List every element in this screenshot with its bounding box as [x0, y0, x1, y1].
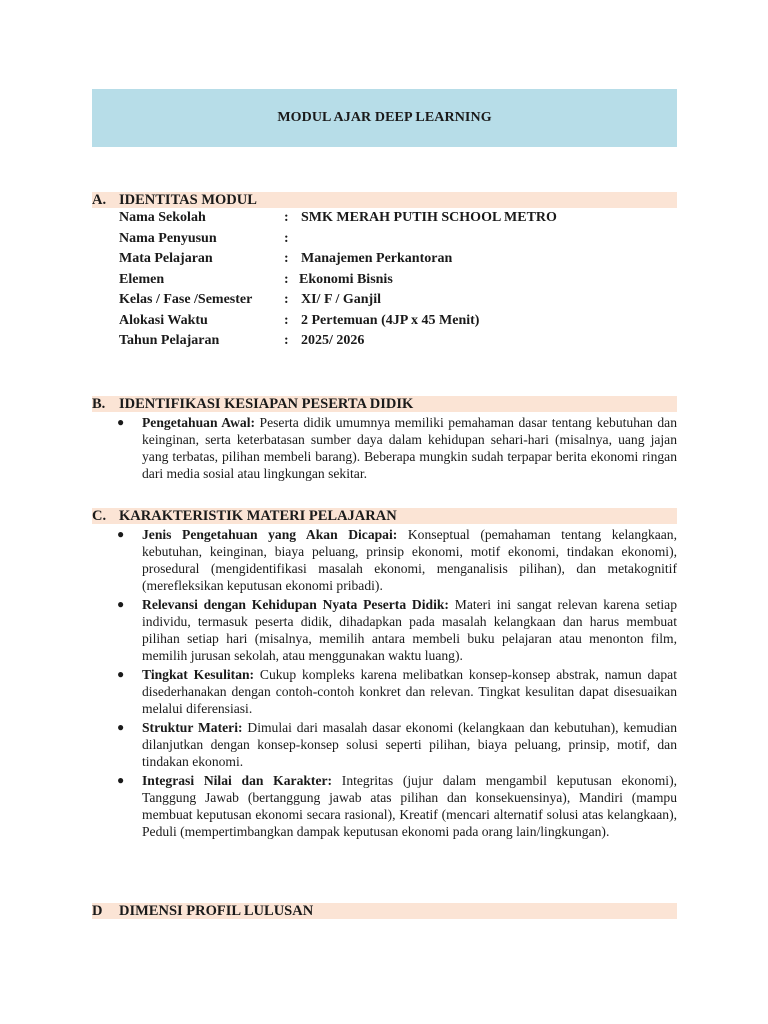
document-title: MODUL AJAR DEEP LEARNING: [277, 110, 492, 125]
identity-value: 2025/ 2026: [301, 333, 365, 348]
section-dimensi-profil: [92, 903, 677, 919]
list-item: [92, 772, 677, 840]
identity-colon: :: [284, 333, 289, 348]
list-item: [92, 719, 677, 770]
bullet-icon: ●: [117, 667, 125, 681]
section-a-header: [92, 192, 677, 208]
bullet-icon: ●: [117, 527, 125, 541]
identity-row-alokasi-waktu: [92, 311, 677, 332]
section-b-title: IDENTIFIKASI KESIAPAN PESERTA DIDIK: [119, 396, 414, 412]
identity-label: Kelas / Fase /Semester: [119, 292, 253, 307]
identity-value: XI/ F / Ganjil: [301, 292, 381, 307]
section-identitas-modul: [92, 192, 677, 352]
section-a-title: IDENTITAS MODUL: [119, 192, 257, 208]
identity-row-nama-penyusun: [92, 229, 677, 250]
identity-table: [92, 208, 677, 352]
section-karakteristik-materi: [92, 508, 677, 840]
section-b-letter: B.: [92, 396, 106, 412]
item-label: Relevansi dengan Kehidupan Nyata Peserta Didik:: [142, 597, 449, 612]
section-d-title: DIMENSI PROFIL LULUSAN: [119, 903, 314, 919]
identity-row-elemen: [92, 270, 677, 291]
section-c-letter: C.: [92, 508, 107, 524]
item-text: Dimulai dari masalah dasar ekonomi (kelangkaan dan kebutuhan), kemudian dilanjutkan dengan konsep-konsep solusi seperti pilihan, biaya peluang, prinsip, motif, dan tindakan ekonomi.: [142, 720, 677, 769]
identity-row-mata-pelajaran: [92, 249, 677, 270]
identity-label: Nama Penyusun: [119, 230, 217, 246]
section-c-list: [92, 526, 677, 840]
identity-value: SMK MERAH PUTIH SCHOOL METRO: [301, 210, 557, 225]
identity-colon: :: [284, 292, 289, 307]
identity-colon: :: [284, 312, 289, 328]
identity-label: Elemen: [119, 271, 165, 287]
identity-row-tahun-pelajaran: [92, 331, 677, 352]
identity-colon: :: [284, 251, 289, 266]
identity-label: Tahun Pelajaran: [119, 333, 220, 348]
section-a-letter: A.: [92, 192, 107, 208]
item-label: Struktur Materi:: [142, 720, 243, 735]
identity-colon: :: [284, 271, 289, 287]
item-text: Integritas (jujur dalam mengambil keputusan ekonomi), Tanggung Jawab (bertanggung jawab atas pilihan dan konsekuensinya), Mandiri (mampu membuat keputusan ekonomi secara rasional), Kreatif (mencari alternatif solusi atas kelangkaan), Peduli (mempertimbangkan dampak keputusan ekonomi pada orang lain/lingkungan).: [142, 773, 677, 839]
document-title-box: [92, 89, 677, 147]
item-text: Materi ini sangat relevan karena setiap individu, termasuk peserta didik, dihadapkan pada masalah kelangkaan dan harus membuat pilihan setiap hari (misalnya, memilih antara membeli buku pelajaran atau menonton film, memilih jurusan sekolah, atau menggunakan waktu luang).: [142, 597, 677, 663]
item-text: Konseptual (pemahaman tentang kelangkaan, kebutuhan, keinginan, biaya peluang, prinsip ekonomi, motif ekonomi, tindakan ekonomi), prosedural (mengidentifikasi masalah ekonomi, menganalisis pilihan), dan metakognitif (merefleksikan keputusan ekonomi pribadi).: [142, 527, 677, 593]
identity-value: Manajemen Perkantoran: [301, 251, 453, 266]
list-item: [92, 526, 677, 594]
list-item: [92, 666, 677, 717]
item-label: Integrasi Nilai dan Karakter:: [142, 773, 333, 788]
identity-label: Mata Pelajaran: [119, 251, 213, 266]
section-d-header: [92, 903, 677, 919]
section-b-list: [92, 414, 677, 482]
list-item: [92, 414, 677, 482]
section-c-title: KARAKTERISTIK MATERI PELAJARAN: [119, 508, 397, 524]
identity-value: 2 Pertemuan (4JP x 45 Menit): [301, 312, 480, 328]
bullet-icon: ●: [117, 415, 125, 429]
bullet-icon: ●: [117, 597, 125, 611]
item-text: Cukup kompleks karena melibatkan konsep-konsep abstrak, namun dapat disederhanakan dengan contoh-contoh konkret dan relevan. Tingkat kesulitan dapat disesuaikan melalui diferensiasi.: [142, 667, 677, 716]
identity-colon: :: [284, 230, 289, 246]
item-label: Pengetahuan Awal:: [142, 415, 256, 430]
bullet-icon: ●: [117, 773, 125, 787]
item-label: Jenis Pengetahuan yang Akan Dicapai:: [142, 527, 398, 542]
item-label: Tingkat Kesulitan:: [142, 667, 255, 682]
bullet-icon: ●: [117, 720, 125, 734]
identity-label: Nama Sekolah: [119, 210, 206, 225]
section-b-header: [92, 396, 677, 412]
identity-value: Ekonomi Bisnis: [299, 271, 393, 287]
item-text: Peserta didik umumnya memiliki pemahaman dasar tentang kebutuhan dan keinginan, serta keterbatasan sumber daya dalam kehidupan sehari-hari (misalnya, uang jajan yang terbatas, pilihan membeli barang). Beberapa mungkin sudah terpapar berita ekonomi ringan dari media sosial atau lingkungan sekitar.: [142, 415, 677, 481]
section-identifikasi-kesiapan: [92, 396, 677, 482]
section-d-letter: D: [92, 903, 103, 919]
identity-label: Alokasi Waktu: [119, 312, 208, 328]
identity-row-kelas-fase-semester: [92, 290, 677, 311]
identity-colon: :: [284, 210, 289, 225]
list-item: [92, 596, 677, 664]
identity-row-nama-sekolah: [92, 208, 677, 229]
section-c-header: [92, 508, 677, 524]
